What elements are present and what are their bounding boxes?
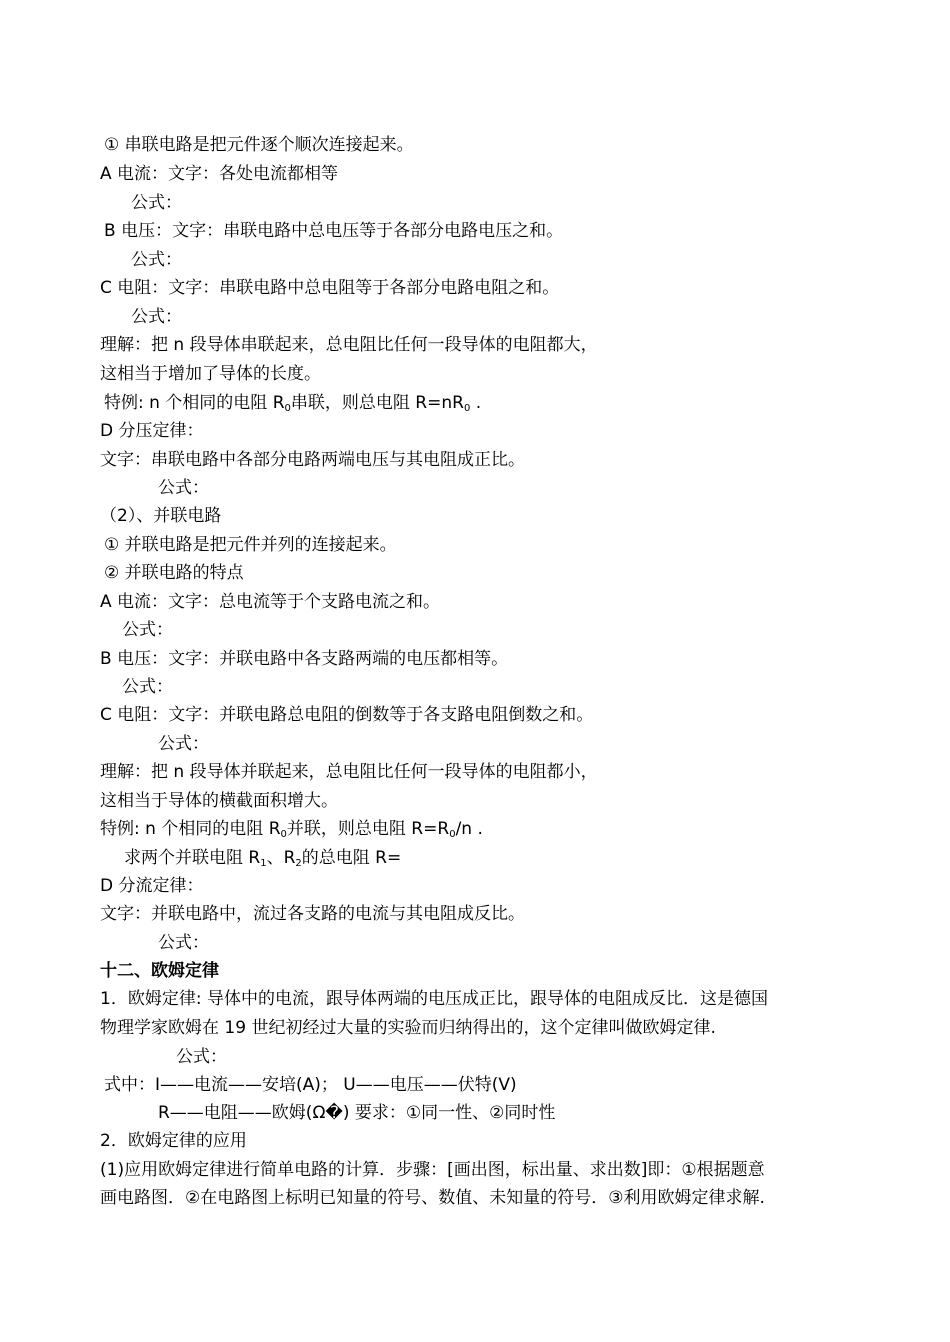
section-heading-ohms-law: 十二、欧姆定律 [100,961,219,981]
ohms-law-definition: 1．欧姆定律: 导体中的电流，跟导体两端的电压成正比，跟导体的电阻成反比．这是德国 [100,989,768,1009]
parallel-resistance-text: C 电阻：文字：并联电路总电阻的倒数等于各支路电阻倒数之和。 [100,705,594,725]
parallel-current-formula: 公式： [122,620,173,640]
series-understanding-cont: 这相当于增加了导体的长度。 [100,364,321,384]
current-divider-formula: 公式： [158,933,209,953]
series-understanding: 理解：把 n 段导体串联起来，总电阻比任何一段导体的电阻都大， [100,335,598,355]
ohms-law-formula: 公式： [176,1047,227,1067]
voltage-divider-title: D 分压定律： [100,421,204,441]
series-resistance-formula: 公式： [131,307,182,327]
parallel-resistance-formula: 公式： [158,734,209,754]
parallel-special-case: 特例: n 个相同的电阻 $R_0$并联，则总电阻 $R=R_0/n$ . [100,819,483,840]
parallel-voltage-text: B 电压：文字：并联电路中各支路两端的电压都相等。 [100,649,509,669]
ohms-law-application-steps-cont: 画电路图．②在电路图上标明已知量的符号、数值、未知量的符号．③利用欧姆定律求解. [100,1188,765,1208]
voltage-divider-formula: 公式： [158,478,209,498]
voltage-divider-text: 文字：串联电路中各部分电路两端电压与其电阻成正比。 [100,450,525,470]
series-resistance-text: C 电阻：文字：串联电路中总电阻等于各部分电路电阻之和。 [100,278,560,298]
two-resistor-question: 求两个并联电阻 $R_1$、$R_2$的总电阻 R= [124,848,402,869]
current-divider-text: 文字：并联电路中，流过各支路的电流与其电阻成反比。 [100,904,525,924]
parallel-voltage-formula: 公式： [122,677,173,697]
ohms-law-symbols: 式中：I——电流——安培(A)； U——电压——伏特(V) [104,1075,517,1095]
series-intro: ① 串联电路是把元件逐个顺次连接起来。 [104,135,414,155]
series-voltage-text: B 电压：文字：串联电路中总电压等于各部分电路电压之和。 [104,221,564,241]
parallel-heading: （2）、并联电路 [100,506,222,526]
parallel-current-text: A 电流：文字：总电流等于个支路电流之和。 [100,592,441,612]
series-current-text: A 电流：文字：各处电流都相等 [100,164,339,184]
parallel-intro: ① 并联电路是把元件并列的连接起来。 [104,535,397,555]
series-special-case: 特例: n 个相同的电阻 $R_0$串联，则总电阻 $R=nR_0$ . [104,393,482,414]
series-current-formula: 公式： [131,193,182,213]
ohms-law-symbols-cont: R——电阻——欧姆(Ω�) 要求：①同一性、②同时性 [158,1103,556,1123]
parallel-features: ② 并联电路的特点 [104,563,244,583]
ohms-law-definition-cont: 物理学家欧姆在 19 世纪初经过大量的实验而归纳得出的，这个定律叫做欧姆定律. [100,1018,716,1038]
parallel-understanding: 理解：把 n 段导体并联起来，总电阻比任何一段导体的电阻都小， [100,762,598,782]
parallel-understanding-cont: 这相当于导体的横截面积增大。 [100,791,338,811]
ohms-law-application-steps: (1)应用欧姆定律进行简单电路的计算．步骤：[画出图，标出量、求出数]即：①根据题意 [100,1160,765,1180]
series-voltage-formula: 公式： [131,250,182,270]
ohms-law-application-title: 2．欧姆定律的应用 [100,1131,247,1151]
current-divider-title: D 分流定律： [100,876,204,896]
